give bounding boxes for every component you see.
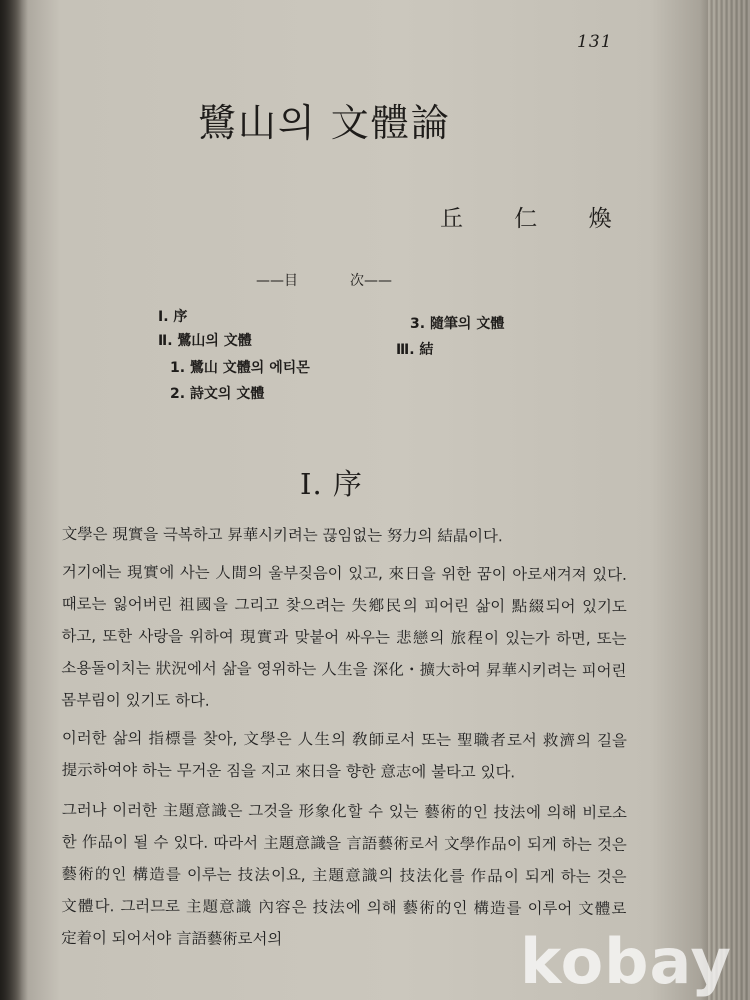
paragraph: 거기에는 現實에 사는 人間의 울부짖음이 있고, 來日을 위한 꿈이 아로새겨져 있다. 때로는 잃어버린 祖國을 그리고 찾으려는 失鄕民의 피어린 삶이 點綴되어 있기도 하고, 또한 사랑을 위하여 現實과 맞붙어 싸우는 悲戀의 旅程이 있는가 하면, 또는 소용돌이치는 狀況에서 삶을 영위하는 人生을 深化・擴大하여 昇華시키려는 피어린 몸부림이 있기도 하다. <box>61 562 627 710</box>
spine-shadow <box>0 0 28 1000</box>
paragraph: 이러한 삶의 指標를 찾아, 文學은 人生의 敎師로서 또는 聖職者로서 救濟의 길을 提示하여야 하는 무거운 짐을 지고 來日을 향한 意志에 불타고 있다. <box>61 728 627 782</box>
page-number: 131 <box>577 32 613 52</box>
paragraph: 文學은 現實을 극복하고 昇華시키려는 끊임없는 努力의 結晶이다. <box>61 524 503 546</box>
toc-item: Ⅲ. 結 <box>396 342 434 358</box>
toc-heading-left: ——目 <box>256 273 298 289</box>
toc-item: 2. 詩文의 文體 <box>170 386 265 402</box>
page-edges <box>708 0 750 1000</box>
paragraph: 그러나 이러한 主題意識은 그것을 形象化할 수 있는 藝術的인 技法에 의해 비로소 한 作品이 될 수 있다. 따라서 主題意識을 言語藝術로서 文學作品이 되게 하는 것은 藝術的인 構造를 이루는 技法이요, 主題意識의 技法化를 作品이 되게 하는 것은 文體다. 그러므로 主題意識 內容은 技法에 의해 藝術的인 構造를 이루어 文體로 定着이 되어서야 言語藝術로서의 <box>61 800 627 949</box>
author-name: 丘 仁 煥 <box>440 206 634 232</box>
body-text <box>62 518 627 960</box>
toc-item: 1. 鷺山 文體의 에티몬 <box>170 360 310 376</box>
toc-heading-right: 次—— <box>350 273 392 289</box>
toc-heading <box>256 270 392 290</box>
toc-item: Ⅱ. 鷺山의 文體 <box>158 333 252 349</box>
toc-item: Ⅰ. 序 <box>158 309 188 325</box>
toc-item: 3. 隨筆의 文體 <box>410 316 505 332</box>
section-heading: Ⅰ. 序 <box>300 467 363 501</box>
essay-title: 鷺山의 文體論 <box>198 101 451 145</box>
watermark-logo: kobay <box>520 925 732 998</box>
